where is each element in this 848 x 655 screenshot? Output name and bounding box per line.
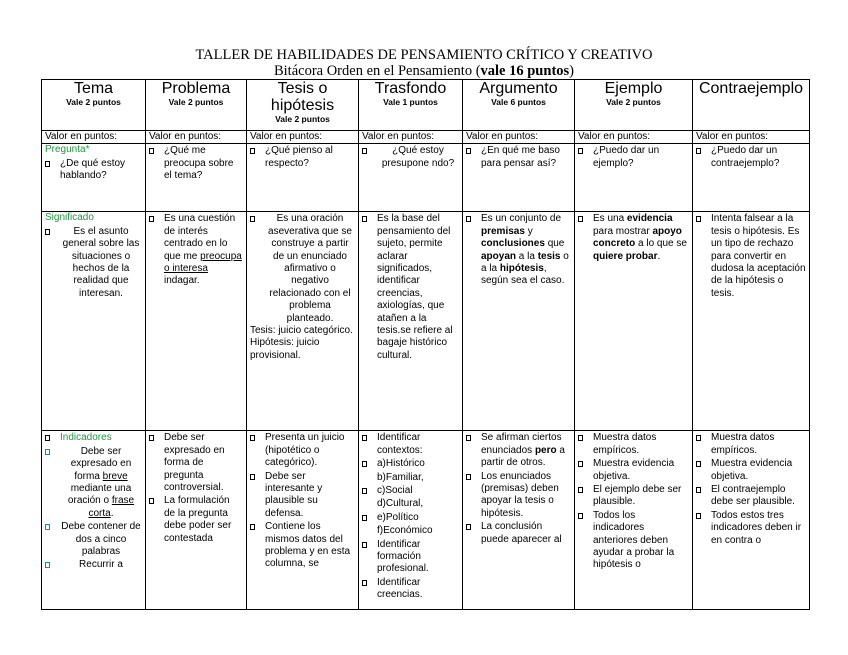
checkbox-icon bbox=[250, 148, 255, 154]
col-header-tesis: Tesis o hipótesis Vale 2 puntos bbox=[247, 80, 359, 131]
pregunta-row bbox=[42, 144, 810, 212]
significado-row bbox=[42, 212, 810, 431]
checkbox-icon bbox=[362, 461, 367, 467]
document-title: TALLER DE HABILIDADES DE PENSAMIENTO CRÍTICO Y CREATIVO bbox=[195, 47, 653, 63]
indicadores-row bbox=[42, 431, 810, 610]
indicadores-problema-cell: Debe ser expresado en forma de pregunta controversial. La formulación de la pregunta debe poder ser contestada bbox=[146, 431, 247, 610]
checkbox-icon bbox=[149, 216, 154, 222]
pregunta-tesis-cell: ¿Qué pienso al respecto? bbox=[247, 144, 359, 212]
checkbox-icon bbox=[696, 487, 701, 493]
col-header-ejemplo: Ejemplo Vale 2 puntos bbox=[575, 80, 693, 131]
significado-trasfondo-cell: Es la base del pensamiento del sujeto, permite aclarar significados, identificar creencias, axiologías, que atañen a la tesis.se refiere al bagaje histórico cultural. bbox=[359, 212, 463, 431]
col-header-contraejemplo: Contraejemplo bbox=[693, 80, 810, 131]
points-cell: Valor en puntos: bbox=[146, 131, 247, 144]
checkbox-icon bbox=[362, 580, 367, 586]
checkbox-icon bbox=[466, 148, 471, 154]
indicadores-trasfondo-cell: Identificar contextos: a)Histórico b)Familiar, c)Social d)Cultural, e)Político f)Económico Identificar formación profesional. Identificar creencias. bbox=[359, 431, 463, 610]
checkbox-icon bbox=[578, 513, 583, 519]
significado-label: Significado bbox=[45, 212, 94, 224]
pregunta-trasfondo-cell: ¿Qué estoy presupone ndo? bbox=[359, 144, 463, 212]
checkbox-icon bbox=[250, 524, 255, 530]
points-cell: Valor en puntos: bbox=[359, 131, 463, 144]
checkbox-icon bbox=[466, 216, 471, 222]
points-cell: Valor en puntos: bbox=[575, 131, 693, 144]
checkbox-icon bbox=[696, 216, 701, 222]
pregunta-argumento-cell: ¿En qué me baso para pensar así? bbox=[463, 144, 575, 212]
indicadores-contraejemplo-cell: Muestra datos empíricos. Muestra evidencia objetiva. El contraejemplo debe ser plausible. Todos estos tres indicadores deben ir en contra o bbox=[693, 431, 810, 610]
checkbox-icon bbox=[45, 524, 50, 530]
col-header-tema: Tema Vale 2 puntos bbox=[42, 80, 146, 131]
checkbox-icon bbox=[45, 435, 50, 441]
checkbox-icon bbox=[362, 515, 367, 521]
checkbox-icon bbox=[578, 216, 583, 222]
checkbox-icon bbox=[578, 435, 583, 441]
indicadores-tesis-cell: Presenta un juicio (hipotético o categórico). Debe ser interesante y plausible su defensa. Contiene los mismos datos del problema y en esta columna, se bbox=[247, 431, 359, 610]
checkbox-icon bbox=[362, 216, 367, 222]
pregunta-tema-cell: Pregunta* ¿De qué estoy hablando? bbox=[42, 144, 146, 212]
document-subtitle: Bitácora Orden en el Pensamiento (vale 16 puntos) bbox=[273, 63, 575, 79]
checkbox-icon bbox=[149, 498, 154, 504]
indicadores-argumento-cell: Se afirman ciertos enunciados pero a partir de otros. Los enunciados (premisas) deben apoyar la tesis o hipótesis. La conclusión puede aparecer al bbox=[463, 431, 575, 610]
significado-tesis-cell: Es una oración aseverativa que se construye a partir de un enunciado afirmativo o negativo relacionado con el problema planteado. Tesis: juicio categórico. Hipótesis: juicio provisional. bbox=[247, 212, 359, 431]
checkbox-icon bbox=[578, 487, 583, 493]
indicadores-ejemplo-cell: Muestra datos empíricos. Muestra evidencia objetiva. El ejemplo debe ser plausible. Todos los indicadores anteriores deben ayudar a probar la hipótesis o bbox=[575, 431, 693, 610]
checkbox-icon bbox=[250, 216, 255, 222]
checkbox-icon bbox=[578, 461, 583, 467]
tesis-definition: Tesis: juicio categórico. bbox=[250, 325, 353, 337]
significado-argumento-cell: Es un conjunto de premisas y conclusiones que apoyan a la tesis o a la hipótesis, según sea el caso. bbox=[463, 212, 575, 431]
significado-contraejemplo-cell: Intenta falsear a la tesis o hipótesis. Es un tipo de rechazo para convertir en dudosa la aceptación de la hipótesis o tesis. bbox=[693, 212, 810, 431]
pregunta-label: Pregunta* bbox=[45, 144, 90, 156]
checkbox-icon bbox=[45, 562, 50, 568]
pregunta-problema-cell: ¿Qué me preocupa sobre el tema? bbox=[146, 144, 247, 212]
checkbox-icon bbox=[696, 513, 701, 519]
header-row bbox=[42, 80, 810, 131]
points-cell: Valor en puntos: bbox=[463, 131, 575, 144]
pregunta-ejemplo-cell: ¿Puedo dar un ejemplo? bbox=[575, 144, 693, 212]
points-row bbox=[42, 131, 810, 144]
pregunta-contraejemplo-cell: ¿Puedo dar un contraejemplo? bbox=[693, 144, 810, 212]
checkbox-icon bbox=[466, 524, 471, 530]
col-header-problema: Problema Vale 2 puntos bbox=[146, 80, 247, 131]
checkbox-icon bbox=[696, 461, 701, 467]
points-cell: Valor en puntos: bbox=[247, 131, 359, 144]
logbook-table bbox=[41, 79, 810, 610]
checkbox-icon bbox=[696, 435, 701, 441]
checkbox-icon bbox=[466, 474, 471, 480]
checkbox-icon bbox=[149, 435, 154, 441]
checkbox-icon bbox=[45, 229, 50, 235]
checkbox-icon bbox=[250, 435, 255, 441]
checkbox-icon bbox=[466, 435, 471, 441]
indicadores-tema-cell: Indicadores Debe ser expresado en forma breve mediante una oración o frase corta. Debe contener de dos a cinco palabras Recurrir a bbox=[42, 431, 146, 610]
points-cell: Valor en puntos: bbox=[42, 131, 146, 144]
significado-tema-cell: Significado Es el asunto general sobre las situaciones o hechos de la realidad que interesan. bbox=[42, 212, 146, 431]
indicadores-label: Indicadores bbox=[60, 432, 112, 444]
checkbox-icon bbox=[578, 148, 583, 154]
significado-problema-cell: Es una cuestión de interés centrado en lo que me preocupa o interesa indagar. bbox=[146, 212, 247, 431]
hipotesis-definition: Hipótesis: juicio provisional. bbox=[250, 337, 320, 361]
checkbox-icon bbox=[362, 488, 367, 494]
checkbox-icon bbox=[45, 161, 50, 167]
col-header-trasfondo: Trasfondo Vale 1 puntos bbox=[359, 80, 463, 131]
checkbox-icon bbox=[696, 148, 701, 154]
checkbox-icon bbox=[362, 435, 367, 441]
points-cell: Valor en puntos: bbox=[693, 131, 810, 144]
checkbox-icon bbox=[149, 148, 154, 154]
checkbox-icon bbox=[362, 148, 367, 154]
checkbox-icon bbox=[362, 542, 367, 548]
col-header-argumento: Argumento Vale 6 puntos bbox=[463, 80, 575, 131]
checkbox-icon bbox=[250, 474, 255, 480]
significado-ejemplo-cell: Es una evidencia para mostrar apoyo concreto a lo que se quiere probar. bbox=[575, 212, 693, 431]
checkbox-icon bbox=[45, 449, 50, 455]
